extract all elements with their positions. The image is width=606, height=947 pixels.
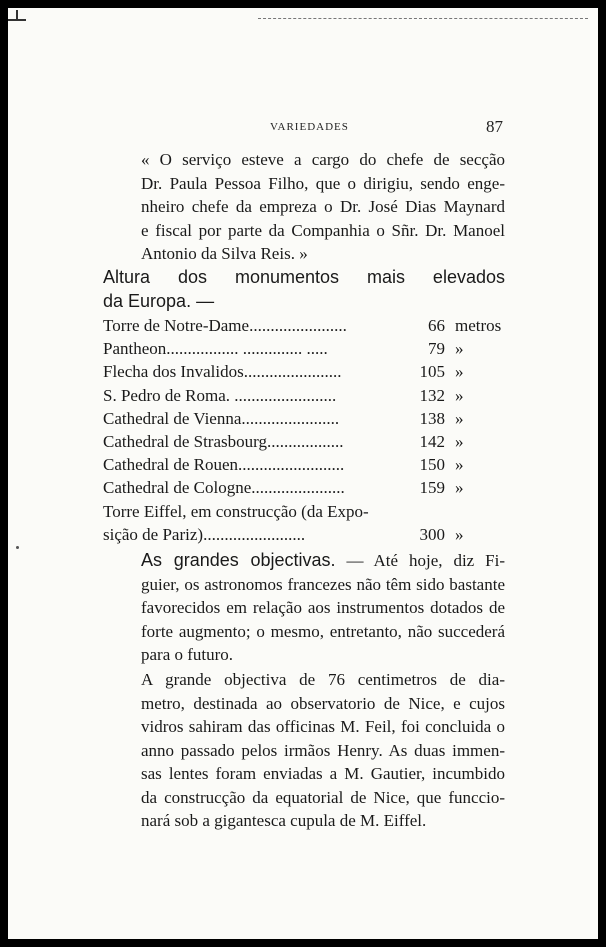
monument-name: Cathedral de Cologne...................... [103,478,345,498]
text-line: guier, os astronomos francezes não têm sido bastante [141,574,505,594]
monument-unit: » [455,524,464,544]
monument-unit: » [455,455,464,475]
text-line: nheiro chefe da empreza o Dr. José Dias Maynard [141,197,505,216]
section-heading-objectivas: As grandes objectivas. [141,550,336,570]
monument-height: 132 [419,385,445,405]
text-line: A grande objectiva de 76 centimetros de dia- [141,670,505,689]
monument-unit: » [455,431,464,451]
text-line [103,549,505,573]
monument-unit: » [455,408,464,428]
text-fragment: — Até hoje, diz Fi- [335,551,506,570]
text-line: para o futuro. [141,645,234,664]
heading-line: Altura dos monumentos mais elevados [103,267,505,287]
quote-paragraph [103,148,505,266]
text-line: forte augmento; o mesmo, entretanto, não succederá [141,621,505,641]
text-line: metro, destinada ao observatorio de Nice, e cujos [141,693,505,713]
monument-name: Torre de Notre-Dame....................... [103,316,347,335]
monument-height: 105 [419,362,445,382]
monument-height: 150 [419,455,445,475]
table-row [103,500,508,546]
monument-height: 142 [419,431,445,451]
text-line: « O serviço esteve a cargo do chefe de secção [141,150,505,169]
text-line: anno passado pelos irmãos Henry. As duas immen- [141,740,505,760]
book-page [8,8,598,939]
heading-line: da Europa. — [103,291,215,311]
table-row [103,476,508,499]
monument-unit: » [455,385,464,405]
monument-name: Pantheon................. .............. ..... [103,339,328,359]
monument-height: 138 [419,408,445,428]
monument-height: 159 [419,478,445,498]
text-line: vidros sahiram das officinas M. Feil, foi concluida o [141,717,505,736]
monument-unit: » [455,478,464,498]
objectivas-paragraph [103,549,505,667]
text-line: Antonio da Silva Reis. » [141,244,308,263]
running-head: VARIEDADES [270,121,349,133]
monument-name: Cathedral de Strasbourg.................. [103,431,344,451]
scan-speck [16,546,19,549]
section-heading-monuments [103,265,505,313]
table-row [103,407,508,430]
monument-height: 300 [419,524,445,544]
text-line: nará sob a gigantesca cupula de M. Eiffel. [141,811,427,830]
text-line: favorecidos em relação aos instrumentos dotados de [141,598,505,617]
text-line: sas lentes foram enviadas a M. Gautier, incumbido [141,764,505,783]
table-row [103,384,508,407]
table-row [103,360,508,383]
top-rule [258,18,588,19]
text-line: Dr. Paula Pessoa Filho, que o dirigiu, sendo enge- [141,173,505,193]
monument-name: Cathedral de Vienna....................... [103,408,340,428]
monument-height: 79 [428,339,445,359]
monument-unit: » [455,362,464,382]
monument-unit: » [455,339,464,359]
monument-name: S. Pedro de Roma. ........................ [103,385,337,405]
monument-name: Cathedral de Rouen......................... [103,455,345,475]
page-number: 87 [486,117,503,136]
monuments-table [103,314,508,546]
monument-name: Flecha dos Invalidos....................... [103,362,342,382]
objectiva-paragraph [103,668,505,833]
table-row [103,314,508,337]
monument-unit: metros [455,316,502,335]
text-line: da construcção da equatorial de Nice, que funccio- [141,787,505,807]
table-row [103,453,508,476]
scan-corner-mark [8,10,26,21]
monument-name: Torre Eiffel, em construcção (da Expo- [103,501,369,521]
monument-name-continued: sição de Pariz)........................ [103,524,306,544]
monument-height: 66 [428,316,445,335]
text-line: e fiscal por parte da Companhia o Sñr. Dr. Manoel [141,220,505,240]
table-row [103,337,508,360]
table-row [103,430,508,453]
